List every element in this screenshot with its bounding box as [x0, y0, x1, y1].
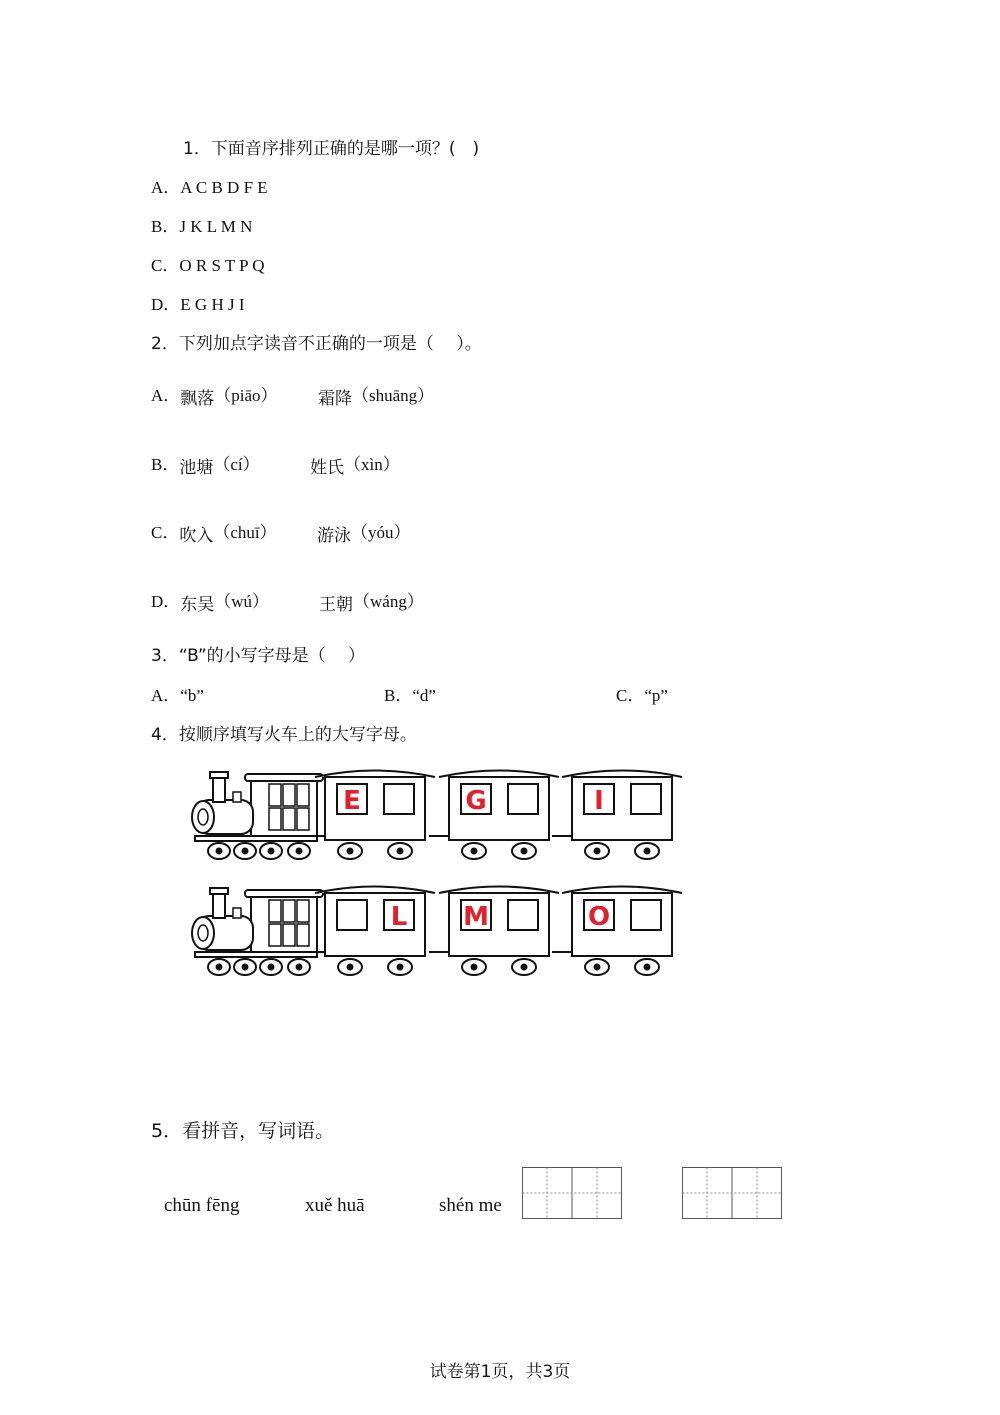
- wheel-hub: [644, 964, 651, 971]
- q2-row-label: A．: [151, 386, 181, 405]
- q2-word: 东吴: [180, 595, 215, 615]
- q2-row-d: [151, 587, 270, 615]
- car-window: [631, 900, 661, 930]
- q5-stem: 5．看拼音，写词语。: [151, 1120, 335, 1142]
- wheel-hub: [268, 964, 275, 971]
- cab-window: [283, 924, 295, 946]
- smokestack-top: [210, 772, 228, 778]
- page-footer: 试卷第1页，共3页: [429, 1362, 571, 1382]
- q2-row-c-second: [317, 518, 411, 546]
- wheel-hub: [268, 848, 275, 855]
- car-window: [631, 784, 661, 814]
- wheel-hub: [242, 964, 249, 971]
- q2-pinyin: （wú）: [214, 592, 270, 611]
- q2-word: 王朝: [319, 595, 353, 615]
- wheel-hub: [521, 848, 528, 855]
- q2-word: 游泳: [317, 526, 351, 546]
- q2-pinyin: （cí）: [213, 455, 260, 474]
- window-letter: O: [587, 902, 611, 932]
- dome: [233, 792, 241, 802]
- q2-row-d-second: [319, 587, 424, 615]
- q1-stem: 1．下面音序排列正确的是哪一项？( ): [183, 139, 480, 159]
- q2-row-label: C．: [151, 523, 180, 542]
- locomotive-frame: [195, 952, 317, 957]
- cab-window: [283, 900, 295, 922]
- q4-stem: 4．按顺序填写火车上的大写字母。: [151, 725, 417, 745]
- q2-row-a-second: [318, 381, 435, 409]
- window-letter: E: [343, 786, 361, 816]
- q3-stem: 3．“B”的小写字母是（ ）: [151, 646, 366, 666]
- q3-option-b: B．“d”: [384, 686, 436, 705]
- wheel-hub: [521, 964, 528, 971]
- wheel-hub: [216, 848, 223, 855]
- wheel-hub: [471, 964, 478, 971]
- cab-window: [297, 784, 309, 806]
- window-letter: G: [465, 786, 487, 816]
- q5-pinyin-2: xuě huā: [305, 1195, 365, 1216]
- cab-window: [269, 808, 281, 830]
- smokestack: [213, 892, 225, 918]
- wheel-hub: [216, 964, 223, 971]
- headlight: [198, 925, 208, 941]
- cab-window: [297, 808, 309, 830]
- cab-window: [283, 808, 295, 830]
- q2-word: 霜降: [318, 389, 352, 409]
- writing-grid-2[interactable]: [682, 1167, 783, 1220]
- q2-pinyin: （yóu）: [351, 523, 411, 542]
- car-window: [508, 900, 538, 930]
- wheel-hub: [397, 848, 404, 855]
- writing-grid-1[interactable]: [522, 1167, 623, 1220]
- window-letter: L: [390, 902, 408, 932]
- q5-pinyin-3: shén me: [439, 1195, 502, 1216]
- q2-pinyin: （shuāng）: [352, 386, 435, 405]
- locomotive-roof: [245, 890, 323, 897]
- dome: [233, 908, 241, 918]
- wheel-hub: [471, 848, 478, 855]
- locomotive-frame: [195, 836, 317, 841]
- q2-word: 吹入: [179, 526, 214, 546]
- locomotive-roof: [245, 774, 323, 781]
- smokestack: [213, 776, 225, 802]
- q2-word: 姓氏: [310, 458, 344, 478]
- q1-option-b: B．J K L M N: [151, 217, 253, 236]
- q2-pinyin: （wáng）: [353, 592, 424, 611]
- train-illustration-1: [185, 762, 695, 862]
- q1-option-c: C．O R S T P Q: [151, 256, 265, 275]
- q2-row-b: [151, 450, 260, 478]
- window-letter: M: [463, 902, 489, 932]
- smokestack-top: [210, 888, 228, 894]
- wheel-hub: [594, 964, 601, 971]
- cab-window: [297, 924, 309, 946]
- window-letter: I: [594, 786, 604, 816]
- q5-pinyin-1: chūn fēng: [164, 1195, 240, 1216]
- wheel-hub: [296, 848, 303, 855]
- cab-window: [269, 784, 281, 806]
- q2-word: 飘落: [180, 389, 215, 409]
- cab-window: [283, 784, 295, 806]
- cab-window: [297, 900, 309, 922]
- train-illustration-2: [185, 878, 695, 978]
- q3-option-a: A．“b”: [151, 686, 204, 705]
- q2-row-b-second: [310, 450, 400, 478]
- cab-window: [269, 924, 281, 946]
- car-window: [384, 784, 414, 814]
- wheel-hub: [397, 964, 404, 971]
- q2-pinyin: （chuī）: [213, 523, 277, 542]
- q1-option-a: A．A C B D F E: [151, 178, 268, 197]
- q2-row-c: [151, 518, 277, 546]
- q1-option-d: D．E G H J I: [151, 295, 245, 314]
- wheel-hub: [644, 848, 651, 855]
- q2-pinyin: （piāo）: [214, 386, 278, 405]
- car-window: [337, 900, 367, 930]
- wheel-hub: [594, 848, 601, 855]
- q3-option-c: C．“p”: [616, 686, 668, 705]
- wheel-hub: [242, 848, 249, 855]
- car-window: [508, 784, 538, 814]
- headlight: [198, 809, 208, 825]
- q2-word: 池塘: [179, 458, 214, 478]
- q2-row-label: B．: [151, 455, 180, 474]
- cab-window: [269, 900, 281, 922]
- wheel-hub: [296, 964, 303, 971]
- q2-row-a: [151, 381, 278, 409]
- q2-stem: 2．下列加点字读音不正确的一项是（ ）。: [151, 334, 482, 354]
- q2-row-label: D．: [151, 592, 181, 611]
- wheel-hub: [347, 848, 354, 855]
- wheel-hub: [347, 964, 354, 971]
- q2-pinyin: （xìn）: [344, 455, 400, 474]
